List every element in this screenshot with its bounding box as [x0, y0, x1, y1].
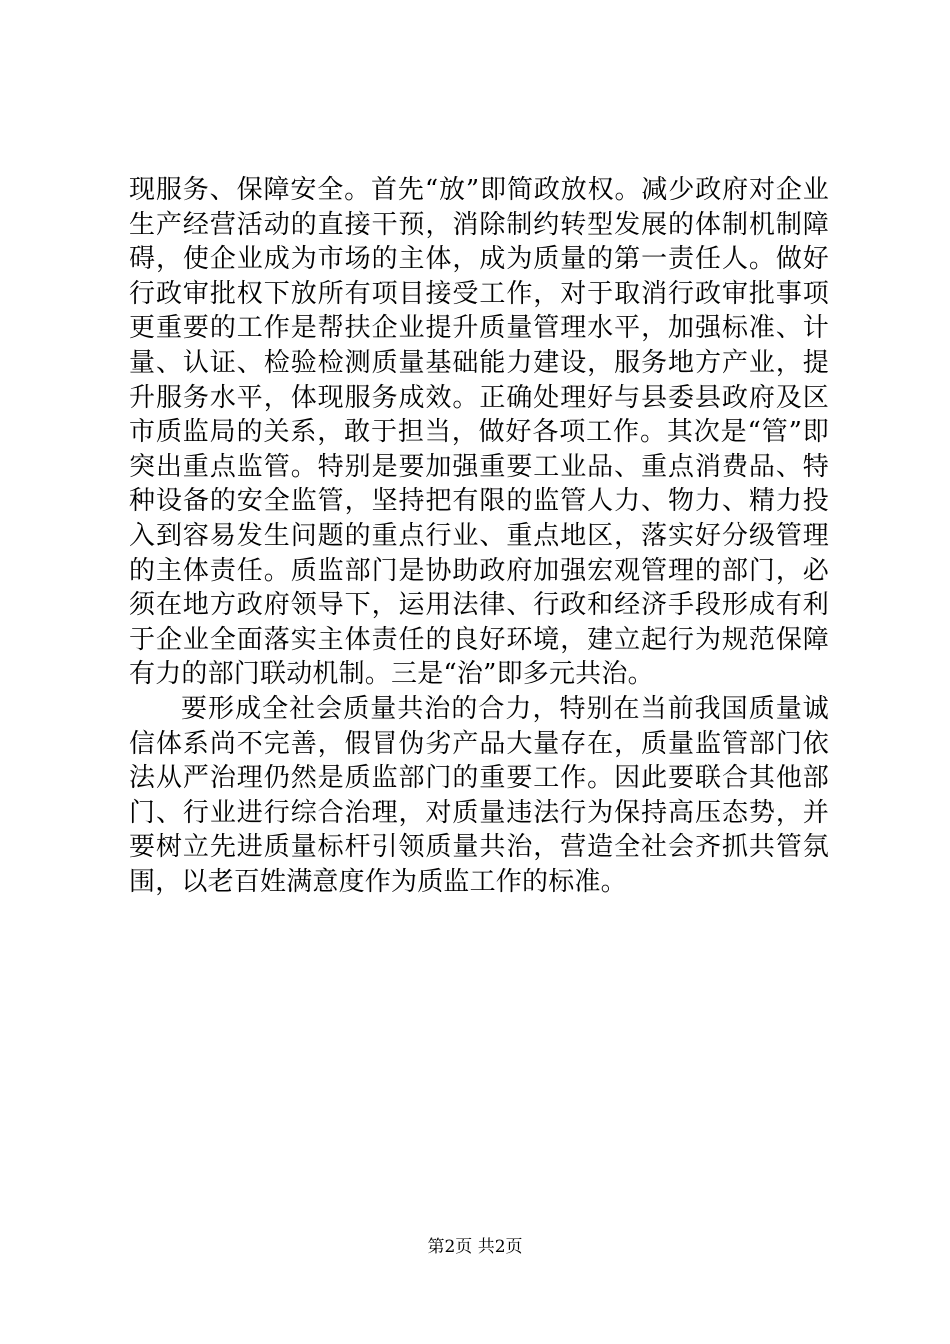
page-footer: 第2页 共2页 [427, 1237, 523, 1257]
paragraph-1: 现服务、保障安全。首先“放”即简政放权。减少政府对企业生产经营活动的直接干预，消除制约转型发展的体制机制障碍，使企业成为市场的主体，成为质量的第一责任人。做好行政审批权下放所有项目接受工作，对于取消行政审批事项更重要的工作是帮扶企业提升质量管理水平，加强标准、计量、认证、检验检测质量基础能力建设，服务地方产业，提升服务水平，体现服务成效。正确处理好与县委县政府及区市质监局的关系，敢于担当，做好各项工作。其次是“管”即突出重点监管。特别是要加强重要工业品、重点消费品、特种设备的安全监管，坚持把有限的监管人力、物力、精力投入到容易发生问题的重点行业、重点地区，落实好分级管理的主体责任。质监部门是协助政府加强宏观管理的部门，必须在地方政府领导下，运用法律、行政和经济手段形成有利于企业全面落实主体责任的良好环境，建立起行为规范保障有力的部门联动机制。三是“治”即多元共治。 [129, 175, 829, 690]
paragraph-2: 要形成全社会质量共治的合力，特别在当前我国质量诚信体系尚不完善，假冒伪劣产品大量存在，质量监管部门依法从严治理仍然是质监部门的重要工作。因此要联合其他部门、行业进行综合治理，对质量违法行为保持高压态势，并要树立先进质量标杆引领质量共治，营造全社会齐抓共管氛围，以老百姓满意度作为质监工作的标准。 [129, 693, 829, 897]
document-body [129, 173, 829, 899]
